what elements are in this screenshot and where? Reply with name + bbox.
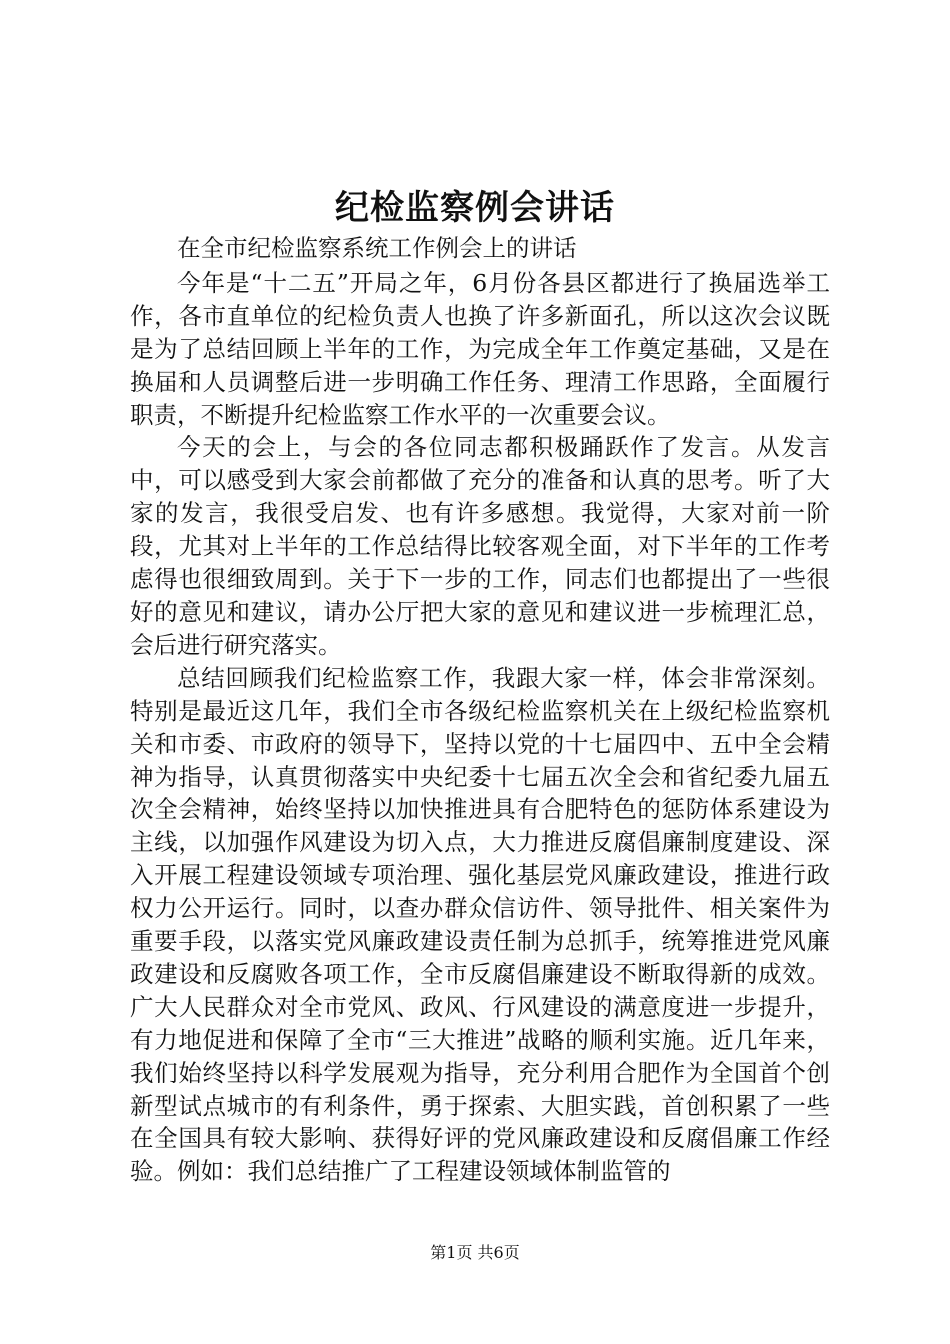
document-body: [130, 232, 830, 1188]
document-subtitle: 在全市纪检监察系统工作例会上的讲话: [177, 234, 577, 262]
paragraph-3: 总结回顾我们纪检监察工作，我跟大家一样，体会非常深刻。特别是最近这几年，我们全市各级纪检监察机关在上级纪检监察机关和市委、市政府的领导下，坚持以党的十七届四中、五中全会精神为指导，认真贯彻落实中央纪委十七届五次全会和省纪委九届五次全会精神，始终坚持以加快推进具有合肥特色的惩防体系建设为主线，以加强作风建设为切入点，大力推进反腐倡廉制度建设、深入开展工程建设领域专项治理、强化基层党风廉政建设，推进行政权力公开运行。同时，以查办群众信访件、领导批件、相关案件为重要手段，以落实党风廉政建设责任制为总抓手，统筹推进党风廉政建设和反腐败各项工作，全市反腐倡廉建设不断取得新的成效。广大人民群众对全市党风、政风、行风建设的满意度进一步提升，有力地促进和保障了全市“三大推进”战略的顺利实施。近几年来，我们始终坚持以科学发展观为指导，充分利用合肥作为全国首个创新型试点城市的有利条件，勇于探索、大胆实践，首创积累了一些在全国具有较大影响、获得好评的党风廉政建设和反腐倡廉工作经验。例如：我们总结推广了工程建设领域体制监管的: [130, 663, 830, 1186]
paragraph-2: 今天的会上，与会的各位同志都积极踊跃作了发言。从发言中，可以感受到大家会前都做了充分的准备和认真的思考。听了大家的发言，我很受启发、也有许多感想。我觉得，大家对前一阶段，尤其对上半年的工作总结得比较客观全面，对下半年的工作考虑得也很细致周到。关于下一步的工作，同志们也都提出了一些很好的意见和建议，请办公厅把大家的意见和建议进一步梳理汇总，会后进行研究落实。: [130, 433, 830, 659]
paragraph-1: 今年是“十二五”开局之年，6月份各县区都进行了换届选举工作，各市直单位的纪检负责人也换了许多新面孔，所以这次会议既是为了总结回顾上半年的工作，为完成全年工作奠定基础，又是在换届和人员调整后进一步明确工作任务、理清工作思路，全面履行职责，不断提升纪检监察工作水平的一次重要会议。: [130, 268, 830, 429]
document-title: 纪检监察例会讲话: [335, 188, 615, 228]
page-number-footer: 第1页 共6页: [430, 1243, 520, 1262]
